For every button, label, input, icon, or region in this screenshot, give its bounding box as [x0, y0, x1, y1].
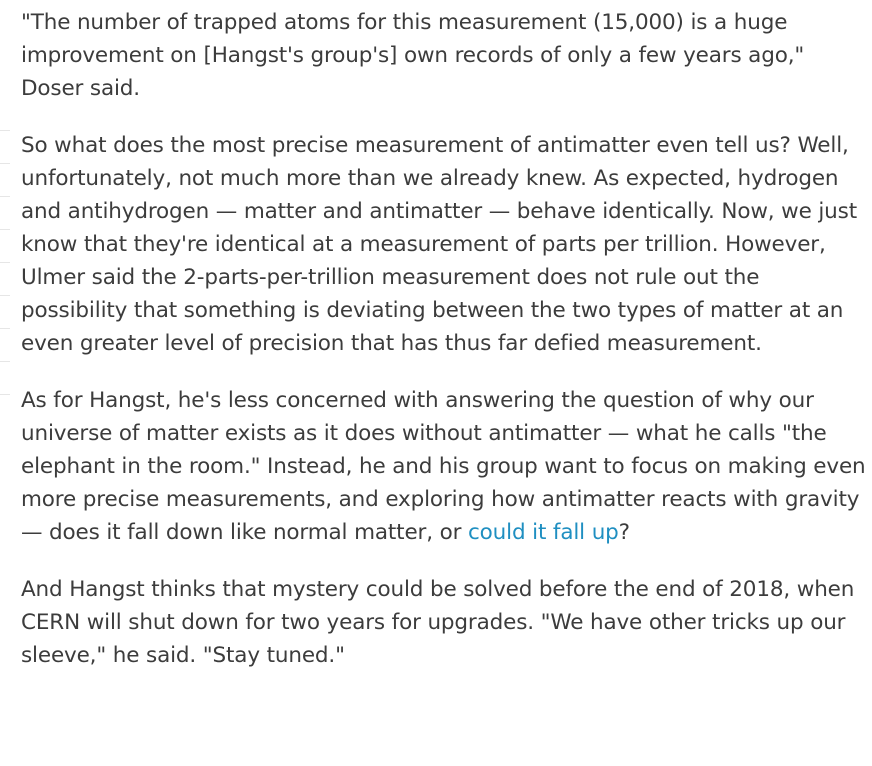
gutter-rule [0, 262, 10, 263]
paragraph-text: As for Hangst, he's less concerned with answering the question of why our universe of matter exists as it does without antimatter — what he calls "the elephant in the room." Instead, he and his group want to focus on making even more precise measurements, and exploring how antimatter reacts with gravity — does it fall down like normal matter, or [21, 388, 866, 545]
paragraph-text-end: ? [618, 520, 630, 545]
quote-paragraph: "The number of trapped atoms for this measurement (15,000) is a huge improvement on [Hangst's group's] own records of only a few years ago," Doser said. [21, 10, 805, 101]
gutter-rule [0, 295, 10, 296]
measurement-paragraph: So what does the most precise measurement of antimatter even tell us? Well, unfortunately, not much more than we already knew. As expected, hydrogen and antihydrogen — matter and antimatter — behave identically. Now, we just know that they're identical at a measurement of parts per trillion. However, Ulmer said the 2-parts-per-trillion measurement does not rule out the possibility that something is deviating between the two types of matter at an even greater level of precision that has thus far defied measurement. [21, 133, 857, 356]
hangst-paragraph [21, 384, 866, 549]
gutter-rule [0, 394, 10, 395]
gutter-rule [0, 130, 10, 131]
closing-paragraph: And Hangst thinks that mystery could be solved before the end of 2018, when CERN will shut down for two years for upgrades. "We have other tricks up our sleeve," he said. "Stay tuned." [21, 577, 855, 668]
gutter-rule [0, 361, 10, 362]
gutter-rule [0, 196, 10, 197]
gutter-rule [0, 229, 10, 230]
gutter-rule [0, 328, 10, 329]
gutter-rule [0, 163, 10, 164]
article-body [21, 6, 866, 696]
could-it-fall-up-link[interactable]: could it fall up [467, 520, 619, 545]
